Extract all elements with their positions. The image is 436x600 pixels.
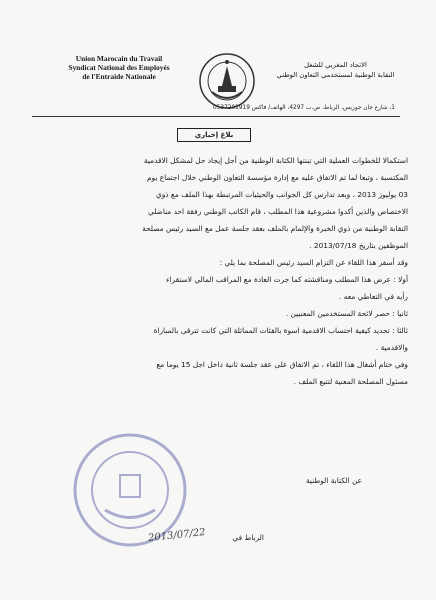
header-french (44, 54, 194, 81)
body-line: ثانيا : حصر لائحة المستخدمين المعنيين . (285, 309, 408, 318)
umt-logo-icon (198, 52, 256, 110)
signature-from: عن الكتابة الوطنية (305, 476, 362, 485)
header-ar-line1: الاتحاد المغربي للشغل (304, 61, 367, 69)
body-line: الاختصاص والذين أكدوا مشروعية هذا المطلب ، قام الكاتب الوطني رفقة احد مناضلي (147, 207, 408, 216)
header-fr-line3: de l'Entraide Nationale (82, 72, 156, 81)
body-line: مسئول المصلحة المعنية لتتبع الملف . (293, 377, 408, 386)
body-line: 03 يوليوز 2013 ، وبعد تدارس كل الجوانب والحيثيات المرتبطة بهذا الملف مع ذوي (155, 190, 408, 199)
header-fr-line2: Syndicat National des Employés (68, 63, 170, 72)
body-line: المكتسبة ، وتبعا لما تم الاتفاق عليه مع إدارة مؤسسة التعاون الوطني خلال اجتماع يوم (146, 173, 408, 182)
body-line: رأيه في التعاطي معه . (339, 292, 408, 301)
body-line: استكمالا للخطوات العملية التي تبنتها الكتابة الوطنية من أجل إيجاد حل لمشكل الاقدمية (143, 156, 408, 165)
body-line: النقابة الوطنية من ذوي الخبرة والإلمام بالملف بعقد جلسة عمل مع السيد رئيس مصلحة (142, 224, 408, 233)
handwritten-date: 2013/07/22 (147, 527, 207, 544)
body-line: وقد أسفر هذا اللقاء عن التزام السيد رئيس المصلحة بما يلي : (219, 258, 408, 267)
document-title: بلاغ إخباري (177, 128, 251, 142)
body-line: أولا : عرض هذا المطلب ومناقشته كما جرت العادة مع المراقب المالي لاستقراء (166, 275, 408, 284)
header-address: 1، شارع جان جوريس، الرباط، ص.ب 4297، الهاتف/ فاكس 0537201919 (213, 105, 395, 111)
signature-place: الرباط في (232, 533, 264, 542)
body-line: ثالثا : تحديد كيفية احتساب الاقدمية اسوة بالفئات المماثلة التي كانت تترقى بالمباراة (153, 326, 408, 335)
header-ar-line2: النقابة الوطنية لمستخدمي التعاون الوطني (276, 71, 395, 79)
letter-body (28, 152, 408, 390)
body-line: وفي ختام أشغال هذا اللقاء ، تم الاتفاق على عقد جلسة ثانية داخل اجل 15 يوما مع (156, 360, 408, 369)
body-line: والاقدمية . (375, 343, 408, 352)
header-divider (32, 116, 400, 117)
header-fr-line1: Union Marocain du Travail (75, 54, 163, 63)
header-arabic (268, 60, 403, 80)
body-line: الموظفين بتاريخ 2013/07/18 . (309, 241, 408, 250)
